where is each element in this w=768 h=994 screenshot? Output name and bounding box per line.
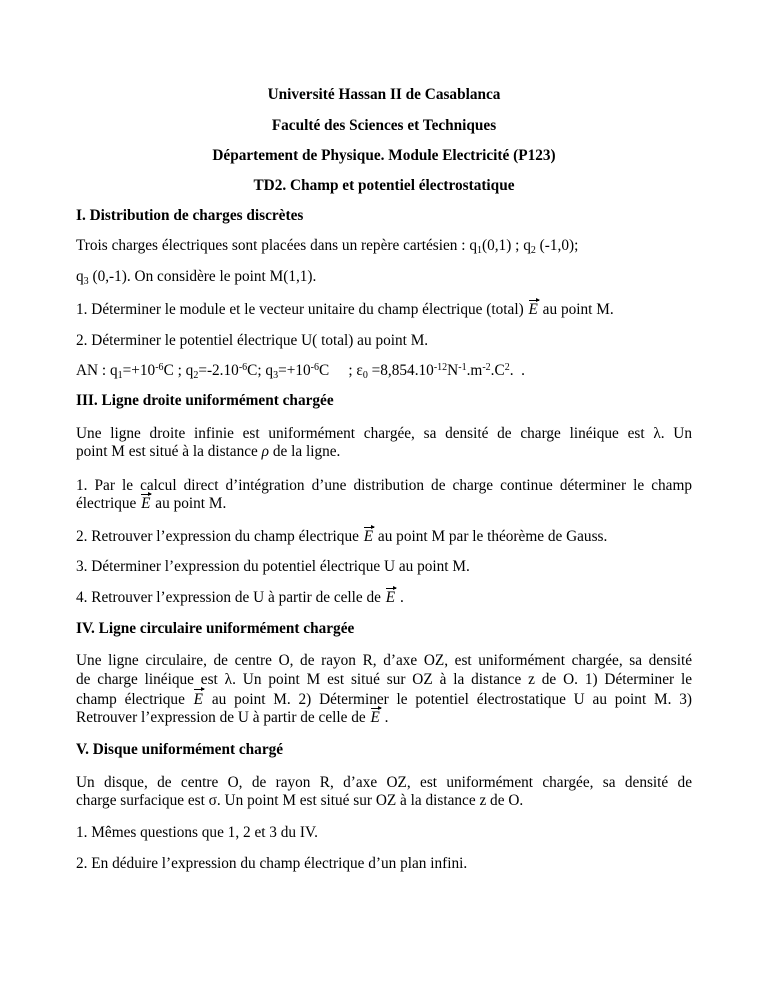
section-3-question-4 [76,589,404,607]
subscript: 3 [273,370,279,381]
text: au point M par le théorème de Gauss. [374,528,608,545]
superscript: -6 [310,362,319,373]
section-3-intro-line-1 [76,424,692,443]
text: ; q [173,362,194,379]
subscript: 0 [362,370,368,381]
text: .C [490,362,505,379]
vector-e-symbol: E [193,691,204,708]
section-3-heading: III. Ligne droite uniformément chargée [76,392,334,409]
vector-e-symbol: E [363,528,374,545]
text: Une ligne droite infinie est uniformément chargée, sa densité de charge linéique est λ. Un [76,425,692,442]
subscript: 2 [193,370,199,381]
text: électrique [76,495,141,512]
vector-e-symbol: E [141,495,151,512]
text: de charge linéique est λ. Un point M est situé sur OZ à la distance z de O. 1) Déterminer le [76,671,692,688]
superscript: -12 [433,362,448,373]
text: =+10 [278,362,311,379]
vector-e-symbol: E [370,709,380,726]
section-4-line-2 [76,670,692,689]
subscript: 2 [530,245,536,256]
text: (0,-1). On considère le point M(1,1). [88,268,317,285]
superscript: 2 [504,362,510,373]
text: Une ligne circulaire, de centre O, de rayon R, d’axe OZ, est uniformément chargée, sa densité [76,652,692,669]
text: (0,1) ; q [481,237,531,254]
section-5-line-2: charge surfacique est σ. Un point M est situé sur OZ à la distance z de O. [76,792,524,809]
section-1-intro-2 [76,268,316,286]
section-1-question-1 [76,301,614,319]
text: 1. Par le calcul direct d’intégration d’une distribution de charge continue déterminer le champ [76,477,692,494]
text: champ électrique [76,691,193,708]
text: . [396,589,404,606]
section-4-line-1 [76,651,692,670]
subscript: 1 [117,370,123,381]
subscript: 3 [83,276,89,287]
section-3-question-2 [76,528,607,546]
section-4-heading: IV. Ligne circulaire uniformément chargée [76,620,355,637]
text: q [76,268,84,285]
section-5-heading: V. Disque uniformément chargé [76,741,284,758]
vector-e-symbol: E [528,301,538,318]
text: au point M. 2) Déterminer le potentiel électrostatique U au point M. 3) [204,691,692,708]
text: Retrouver l’expression de U à partir de celle de [76,709,370,726]
text: (-1,0); [535,237,579,254]
text: N [447,362,459,379]
section-4-line-4 [76,709,389,727]
text: au point M. [538,301,614,318]
section-5-line-1 [76,773,692,792]
section-1-intro [76,237,578,255]
superscript: -1 [458,362,467,373]
section-3-question-1-line-1 [76,476,692,495]
text: C [163,362,174,379]
vector-e-symbol: E [385,589,396,606]
text: .m [466,362,483,379]
text: . [380,709,389,726]
text: de la ligne. [269,443,341,460]
section-4-line-3 [76,690,692,709]
subscript: 1 [476,245,482,256]
text: . . [509,362,525,379]
document-title: TD2. Champ et potentiel électrostatique [253,177,515,194]
text: =8,854.10 [367,362,434,379]
text: 1. Déterminer le module et le vecteur unitaire du champ électrique (total) [76,301,528,318]
section-5-question-2: 2. En déduire l’expression du champ électrique d’un plan infini. [76,855,468,872]
text: =-2.10 [198,362,239,379]
text: ; ε [329,362,363,379]
section-1-heading: I. Distribution de charges discrètes [76,207,304,224]
superscript: -2 [482,362,491,373]
superscript: -6 [155,362,164,373]
superscript: -6 [238,362,248,373]
text: Un disque, de centre O, de rayon R, d’axe OZ, est uniformément chargée, sa densité de [76,774,692,791]
rho-symbol: ρ [261,443,269,460]
section-3-question-3: 3. Déterminer l’expression du potentiel électrique U au point M. [76,558,470,575]
text: au point M. [151,495,227,512]
faculty-name: Faculté des Sciences et Techniques [271,117,497,134]
section-1-question-2: 2. Déterminer le potentiel électrique U( total) au point M. [76,332,429,349]
text: C; q [247,362,274,379]
text: point M est situé à la distance [76,443,262,460]
text: AN : q [76,362,118,379]
section-3-question-1-line-2 [76,495,226,513]
university-name: Université Hassan II de Casablanca [267,86,501,103]
section-3-intro-line-2 [76,443,340,461]
text: Trois charges électriques sont placées dans un repère cartésien : q [76,237,477,254]
department-name: Département de Physique. Module Electricité (P123) [212,147,556,164]
text: C [319,362,330,379]
text: 4. Retrouver l’expression de U à partir de celle de [76,589,385,606]
section-1-numerical-values [76,362,525,380]
section-5-question-1: 1. Mêmes questions que 1, 2 et 3 du IV. [76,824,318,841]
text [76,690,692,709]
text: =+10 [122,362,156,379]
text: 2. Retrouver l’expression du champ électrique [76,528,363,545]
